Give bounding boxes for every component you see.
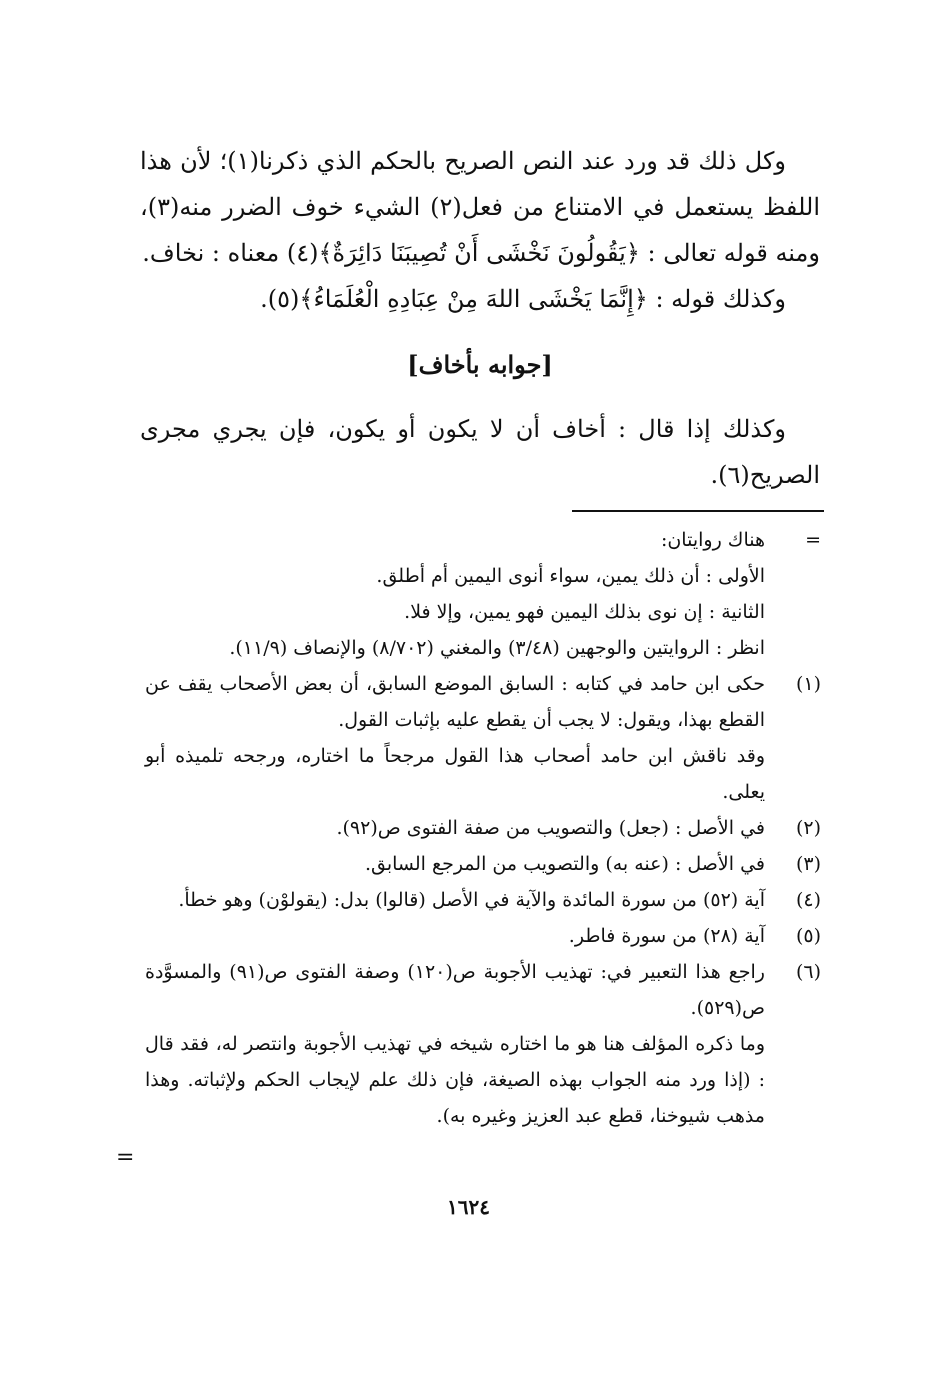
page-number: ١٦٢٤ xyxy=(447,1195,490,1219)
paragraph-3: وكذلك إذا قال : أخاف أن لا يكون أو يكون، فإن يجري مجرى الصريح(٦). xyxy=(140,415,820,489)
footnote-continuation xyxy=(145,522,825,666)
footnote-line: الثانية : إن نوى بذلك اليمين فهو يمين، وإلا فلا. xyxy=(404,601,765,623)
paragraph-2: وكذلك قوله : ﴿إِنَّمَا يَخْشَى اللهَ مِنْ عِبَادِهِ الْعُلَمَاءُ﴾(٥). xyxy=(260,285,786,313)
footnote-line: في الأصل : (جعل) والتصويب من صفة الفتوى ص(٩٢). xyxy=(336,817,765,839)
footnote-2 xyxy=(145,810,825,846)
continued-mark: = xyxy=(116,1145,135,1170)
footnote-separator xyxy=(572,510,824,512)
footnote-3 xyxy=(145,846,825,882)
footnote-line: هناك روايتان: xyxy=(660,529,765,551)
footnote-line: وقد ناقش ابن حامد أصحاب هذا القول مرجحاً ما اختاره، ورجحه تلميذه أبو يعلى. xyxy=(145,745,765,803)
footnote-number: (٥) xyxy=(795,925,821,947)
footnote-line: آية (٥٢) من سورة المائدة والآية في الأصل (قالوا) بدل: (يقولوْن) وهو خطأ. xyxy=(178,889,765,911)
footnotes xyxy=(145,522,825,1134)
footnote-line: آية (٢٨) من سورة فاطر. xyxy=(568,925,765,947)
footnote-1 xyxy=(145,666,825,810)
section-heading: [جوابه بأخاف] xyxy=(407,350,553,379)
footnote-number: (٤) xyxy=(795,889,821,911)
paragraph-1: وكل ذلك قد ورد عند النص الصريح بالحكم الذي ذكرنا(١)؛ لأن هذا اللفظ يستعمل في الامتناع من فعل(٢) الشيء خوف الضرر منه(٣)، ومنه قوله تعالى : ﴿يَقُولُونَ نَخْشَى أَنْ تُصِيبَنَا دَائِرَةٌ﴾(٤) معناه : نخاف. xyxy=(140,147,820,267)
main-text xyxy=(140,138,820,322)
footnote-line: انظر : الروايتين والوجهين (٣/٤٨) والمغني (٨/٧٠٢) والإنصاف (١١/٩). xyxy=(229,637,765,659)
continuation-mark: = xyxy=(805,529,821,551)
footnote-4 xyxy=(145,882,825,918)
footnote-line: في الأصل : (عنه به) والتصويب من المرجع السابق. xyxy=(364,853,765,875)
footnote-number: (١) xyxy=(795,673,821,695)
footnote-number: (٦) xyxy=(795,961,821,983)
footnote-6 xyxy=(145,954,825,1134)
footnote-line: راجع هذا التعبير في: تهذيب الأجوبة ص(١٢٠) وصفة الفتوى ص(٩١) والمسوَّدة ص(٥٢٩). xyxy=(145,961,765,1019)
footnote-number: (٣) xyxy=(795,853,821,875)
footnote-5 xyxy=(145,918,825,954)
footnote-line: حكى ابن حامد في كتابه : السابق الموضع السابق، أن بعض الأصحاب يقف عن القطع بهذا، ويقول: لا يجب أن يقطع عليه بإثبات القول. xyxy=(145,673,765,731)
footnote-line: وما ذكره المؤلف هنا هو ما اختاره شيخه في تهذيب الأجوبة وانتصر له، فقد قال : (إذا ورد منه الجواب بهذه الصيغة، فإن ذلك علم لإيجاب الحكم ولإثباته. وهذا مذهب شيوخنا، قطع عبد العزيز وغيره به). xyxy=(145,1033,765,1127)
main-text-continued xyxy=(140,406,820,498)
footnote-number: (٢) xyxy=(795,817,821,839)
footnote-line: الأولى : أن ذلك يمين، سواء أنوى اليمين أم أطلق. xyxy=(376,565,765,587)
